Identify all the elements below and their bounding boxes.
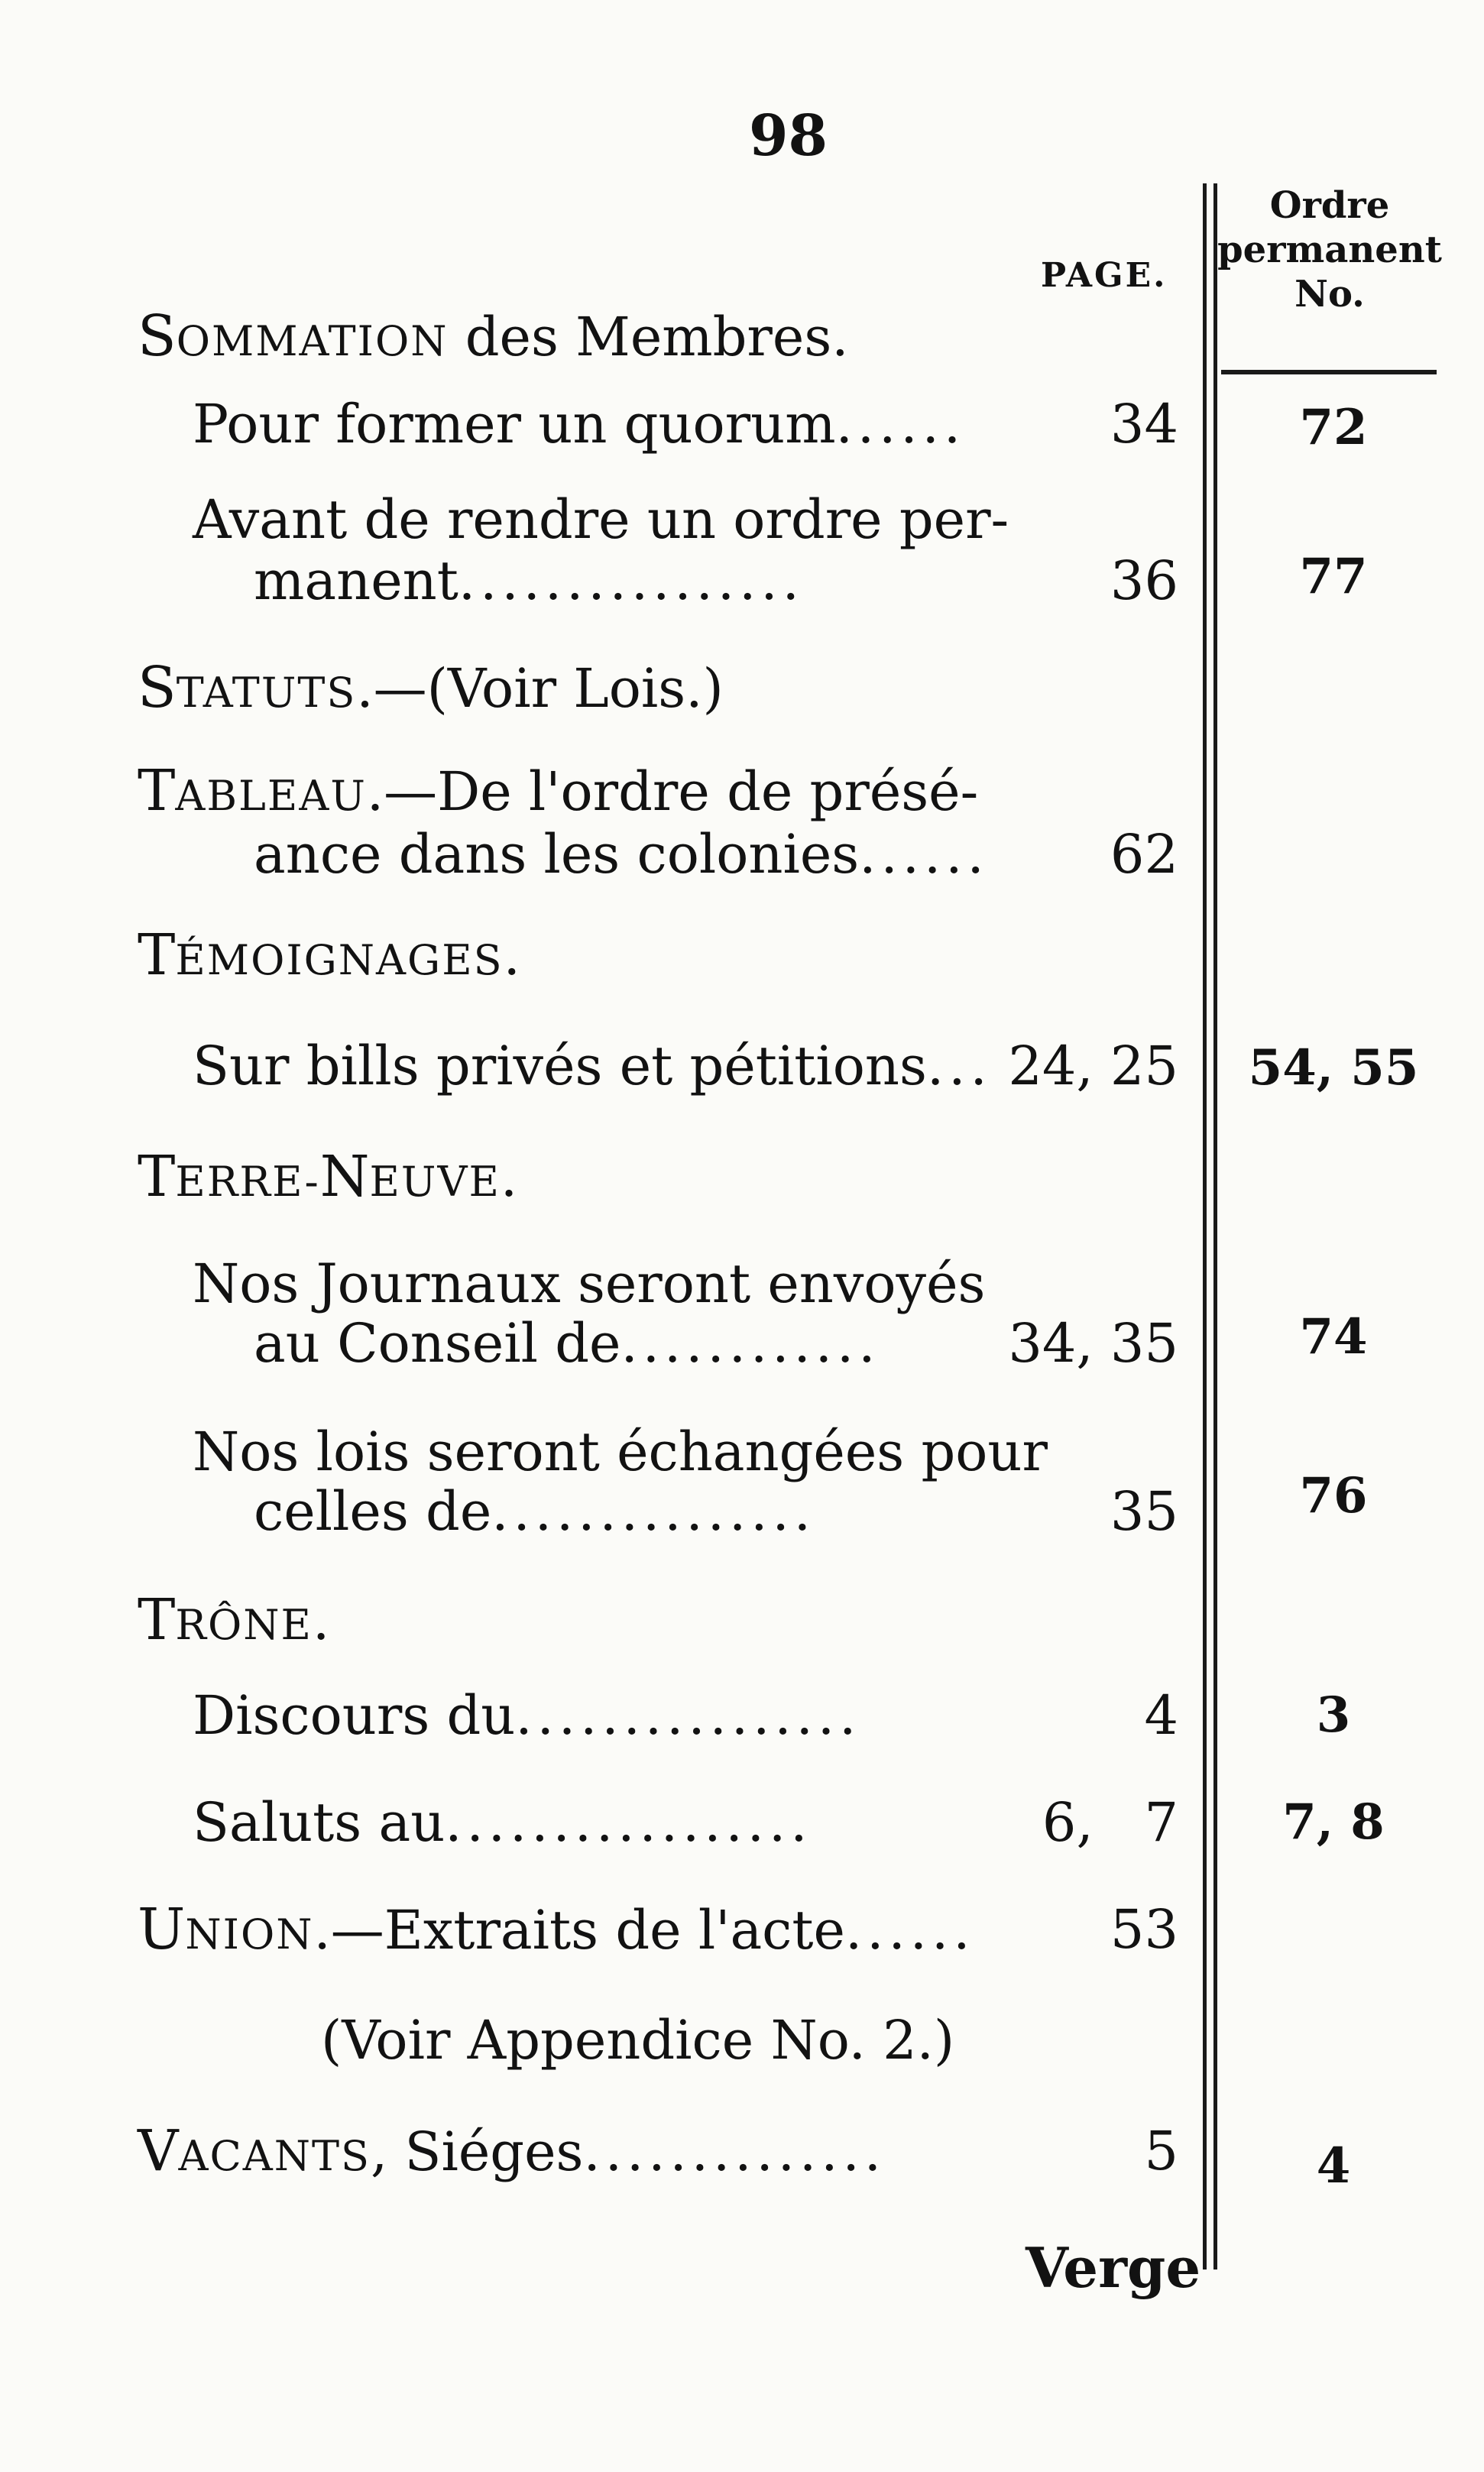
ordre-ref-discours: 3 xyxy=(1316,1686,1351,1744)
page-ref-lois: 35 xyxy=(1110,1480,1178,1543)
page-number: 98 xyxy=(749,103,828,169)
entry-lois-line1: Nos lois seront échangées pour xyxy=(193,1421,1048,1483)
entry-heading-union: UNION.—Extraits de l'acte...... xyxy=(138,1897,975,1962)
entry-heading-trone: TRÔNE. xyxy=(138,1587,330,1653)
entry-journaux-line1: Nos Journaux seront envoyés xyxy=(193,1252,986,1315)
entry-appendice: (Voir Appendice No. 2.) xyxy=(321,2009,955,2072)
ordre-ref-lois: 76 xyxy=(1299,1467,1368,1524)
ordre-ref-vacants: 4 xyxy=(1316,2137,1351,2195)
entry-quorum: Pour former un quorum...... xyxy=(193,393,966,455)
column-header-rule xyxy=(1221,370,1437,374)
entry-heading-tableau: TABLEAU.—De l'ordre de présé- xyxy=(138,758,979,824)
entry-tableau-line2: ance dans les colonies...... xyxy=(254,823,989,886)
page-ref-saluts: 6, 7 xyxy=(1042,1791,1178,1854)
column-header-ordre xyxy=(1215,183,1444,316)
entry-saluts: Saluts au................. xyxy=(193,1791,812,1854)
column-header-ordre-line3: No. xyxy=(1294,273,1365,316)
page-ref-discours: 4 xyxy=(1144,1684,1178,1747)
entry-heading-temoignages: TÉMOIGNAGES. xyxy=(138,922,520,988)
ordre-ref-avant: 77 xyxy=(1299,548,1368,605)
entry-lois-line2: celles de............... xyxy=(254,1480,816,1543)
catchword: Verge xyxy=(1026,2235,1201,2300)
ordre-ref-quorum: 72 xyxy=(1299,399,1368,456)
page-ref-journaux: 34, 35 xyxy=(1008,1312,1178,1375)
ordre-ref-bills: 54, 55 xyxy=(1248,1039,1419,1097)
page-ref-union: 53 xyxy=(1110,1898,1178,1961)
entry-avant-line1: Avant de rendre un ordre per- xyxy=(193,488,1009,551)
ordre-ref-saluts: 7, 8 xyxy=(1282,1793,1385,1851)
entry-heading-terre-neuve: TERRE-NEUVE. xyxy=(138,1144,518,1210)
entry-avant-line2: manent................ xyxy=(254,549,804,612)
entry-journaux-line2: au Conseil de............ xyxy=(254,1312,880,1375)
page-ref-vacants: 5 xyxy=(1144,2120,1178,2182)
column-header-page: PAGE. xyxy=(1041,256,1168,295)
entry-heading-sommation: SOMMATION des Membres. xyxy=(138,303,849,369)
column-divider-left xyxy=(1203,183,1207,2270)
page-ref-avant: 36 xyxy=(1110,549,1178,612)
column-header-ordre-line1: Ordre xyxy=(1269,184,1390,227)
column-header-ordre-line2: permanent xyxy=(1217,228,1442,271)
page-ref-quorum: 34 xyxy=(1110,393,1178,455)
page-ref-bills: 24, 25 xyxy=(1008,1035,1178,1097)
entry-discours: Discours du................ xyxy=(193,1684,861,1747)
entry-bills: Sur bills privés et pétitions... xyxy=(193,1035,992,1097)
entry-heading-statuts: STATUTS.—(Voir Lois.) xyxy=(138,655,724,721)
entry-heading-vacants: VACANTS, Siéges.............. xyxy=(138,2118,886,2184)
ordre-ref-journaux: 74 xyxy=(1299,1308,1368,1366)
page-ref-tableau: 62 xyxy=(1110,823,1178,886)
column-divider-right xyxy=(1213,183,1217,2270)
